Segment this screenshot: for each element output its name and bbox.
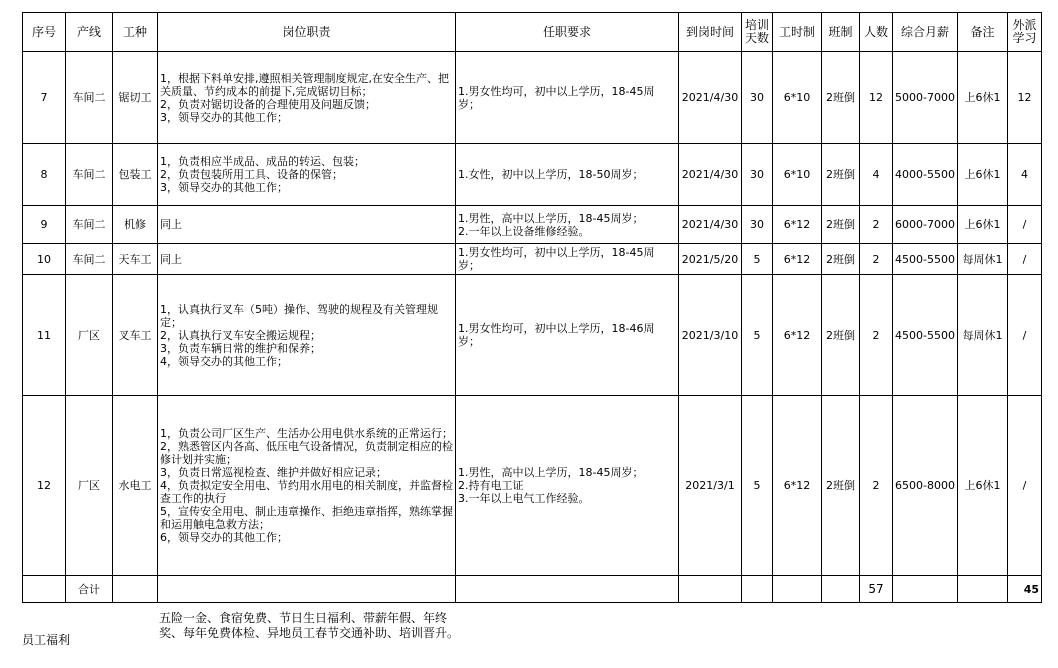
cell-abroad: / (1008, 396, 1042, 576)
table-row (23, 144, 1042, 206)
cell-no: 9 (23, 206, 66, 244)
duties-line: 2，熟悉管区内各高、低压电气设备情况，负责制定相应的检修计划并实施； (160, 440, 453, 466)
cell-type: 水电工 (113, 396, 158, 576)
cell-date: 2021/4/30 (679, 144, 742, 206)
welfare-text: 五险一金、食宿免费、节日生日福利、带薪年假、年终奖、每年免费体检、异地员工春节交通补助、培训晋升。 (159, 611, 460, 640)
duties-line: 1，认真执行叉车（5吨）操作、驾驶的规程及有关管理规定； (160, 302, 438, 329)
cell-requirements (456, 275, 679, 396)
cell-shift: 2班倒 (822, 206, 860, 244)
header-row (23, 13, 1042, 52)
table-row (23, 244, 1042, 275)
requirements-line: 1.男性，高中以上学历，18-45周岁； (458, 211, 644, 225)
cell-count: 2 (860, 206, 893, 244)
cell-salary: 4500-5500 (893, 275, 958, 396)
cell-note: 上6休1 (958, 52, 1008, 144)
cell-date: 2021/3/1 (679, 396, 742, 576)
total-empty-cell (679, 576, 742, 603)
cell-training: 30 (742, 206, 773, 244)
header-abroad: 外派学习 (1008, 13, 1042, 52)
total-count: 57 (860, 576, 893, 603)
table-row (23, 396, 1042, 576)
total-empty-cell (742, 576, 773, 603)
cell-count: 2 (860, 244, 893, 275)
cell-type: 机修 (113, 206, 158, 244)
duties-line: 3，负责日常巡视检查、维护并做好相应记录； (160, 466, 387, 479)
total-empty-cell (773, 576, 822, 603)
cell-date: 2021/4/30 (679, 52, 742, 144)
header-type: 工种 (113, 13, 158, 52)
cell-hours: 6*12 (773, 275, 822, 396)
cell-training: 30 (742, 52, 773, 144)
cell-no: 8 (23, 144, 66, 206)
header-note: 备注 (958, 13, 1008, 52)
duties-line: 3，负责车辆日常的维护和保养； (160, 341, 321, 355)
cell-salary: 5000-7000 (893, 52, 958, 144)
cell-salary: 4000-5500 (893, 144, 958, 206)
cell-line: 车间二 (66, 244, 113, 275)
cell-type: 包装工 (113, 144, 158, 206)
cell-duties (158, 206, 456, 244)
duties-line: 1，负责相应半成品、成品的转运、包装； (160, 155, 365, 168)
cell-training: 5 (742, 396, 773, 576)
cell-shift: 2班倒 (822, 275, 860, 396)
cell-hours: 6*12 (773, 396, 822, 576)
cell-training: 5 (742, 244, 773, 275)
header-no: 序号 (23, 13, 66, 52)
cell-line: 车间二 (66, 206, 113, 244)
header-duties: 岗位职责 (158, 13, 456, 52)
total-empty-cell (23, 576, 66, 603)
cell-no: 11 (23, 275, 66, 396)
cell-note: 上6休1 (958, 144, 1008, 206)
cell-shift: 2班倒 (822, 144, 860, 206)
cell-salary: 6000-7000 (893, 206, 958, 244)
cell-requirements (456, 52, 679, 144)
cell-hours: 6*12 (773, 244, 822, 275)
header-count: 人数 (860, 13, 893, 52)
total-empty-cell (893, 576, 958, 603)
requirements-line: 2.持有电工证 (458, 479, 524, 492)
cell-type: 天车工 (113, 244, 158, 275)
cell-shift: 2班倒 (822, 396, 860, 576)
requirements-line: 1.男女性均可，初中以上学历，18-46周岁； (458, 322, 655, 348)
cell-shift: 2班倒 (822, 244, 860, 275)
header-hours: 工时制 (773, 13, 822, 52)
cell-count: 12 (860, 52, 893, 144)
cell-date: 2021/4/30 (679, 206, 742, 244)
cell-duties (158, 396, 456, 576)
cell-count: 2 (860, 275, 893, 396)
cell-line: 厂区 (66, 396, 113, 576)
cell-salary: 4500-5500 (893, 244, 958, 275)
table-row (23, 52, 1042, 144)
cell-hours: 6*12 (773, 206, 822, 244)
cell-line: 车间二 (66, 52, 113, 144)
recruitment-table (22, 12, 1042, 603)
duties-line: 3，领导交办的其他工作； (160, 110, 288, 124)
cell-requirements (456, 244, 679, 275)
duties-line: 2，负责包装所用工具、设备的保管； (160, 168, 343, 181)
cell-duties (158, 144, 456, 206)
cell-type: 锯切工 (113, 52, 158, 144)
duties-line: 3，领导交办的其他工作； (160, 181, 288, 194)
requirements-line: 2.一年以上设备维修经验。 (458, 224, 590, 238)
requirements-line: 1.男女性均可，初中以上学历，18-45周岁； (458, 84, 655, 111)
cell-training: 5 (742, 275, 773, 396)
duties-line: 4，领导交办的其他工作； (160, 354, 288, 368)
header-shift: 班制 (822, 13, 860, 52)
cell-requirements (456, 144, 679, 206)
cell-abroad: / (1008, 206, 1042, 244)
duties-line: 同上 (160, 218, 182, 231)
requirements-line: 1.男性，高中以上学历，18-45周岁； (458, 466, 644, 479)
duties-line: 1，负责公司厂区生产、生活办公用电供水系统的正常运行； (160, 427, 453, 440)
total-abroad: 45 (1008, 576, 1042, 603)
cell-abroad: 4 (1008, 144, 1042, 206)
cell-training: 30 (742, 144, 773, 206)
cell-date: 2021/3/10 (679, 275, 742, 396)
cell-salary: 6500-8000 (893, 396, 958, 576)
requirements-line: 3.一年以上电气工作经验。 (458, 492, 590, 505)
table-row (23, 275, 1042, 396)
header-salary: 综合月薪 (893, 13, 958, 52)
cell-no: 12 (23, 396, 66, 576)
cell-duties (158, 244, 456, 275)
welfare-label: 员工福利 (22, 633, 71, 647)
cell-shift: 2班倒 (822, 52, 860, 144)
total-label: 合计 (66, 576, 113, 603)
total-empty-cell (822, 576, 860, 603)
duties-line: 1，根据下料单安排,遵照相关管理制度规定,在安全生产、把关质量、节约成本的前提下,完成锯切目标； (160, 71, 449, 98)
cell-note: 上6休1 (958, 396, 1008, 576)
total-row (23, 576, 1042, 603)
total-empty-cell (958, 576, 1008, 603)
duties-line: 6，领导交办的其他工作； (160, 531, 288, 544)
requirements-line: 1.男女性均可，初中以上学历，18-45周岁； (458, 246, 655, 272)
header-line: 产线 (66, 13, 113, 52)
cell-no: 10 (23, 244, 66, 275)
duties-line: 5，宣传安全用电、制止违章操作、拒绝违章指挥，熟练掌握和运用触电急救方法； (160, 505, 453, 531)
header-date: 到岗时间 (679, 13, 742, 52)
cell-abroad: 12 (1008, 52, 1042, 144)
total-empty-cell (456, 576, 679, 603)
cell-requirements (456, 206, 679, 244)
cell-line: 厂区 (66, 275, 113, 396)
cell-type: 叉车工 (113, 275, 158, 396)
cell-count: 2 (860, 396, 893, 576)
cell-requirements (456, 396, 679, 576)
requirements-line: 1.女性，初中以上学历，18-50周岁； (458, 168, 644, 181)
cell-abroad: / (1008, 275, 1042, 396)
cell-hours: 6*10 (773, 144, 822, 206)
duties-line: 2，负责对锯切设备的合理使用及问题反馈； (160, 97, 376, 111)
cell-no: 7 (23, 52, 66, 144)
header-training: 培训天数 (742, 13, 773, 52)
total-empty-cell (158, 576, 456, 603)
cell-duties (158, 52, 456, 144)
cell-note: 每周休1 (958, 275, 1008, 396)
duties-line: 4，负责拟定安全用电、节约用水用电的相关制度，并监督检查工作的执行 (160, 479, 453, 505)
header-requirements: 任职要求 (456, 13, 679, 52)
cell-note: 每周休1 (958, 244, 1008, 275)
cell-line: 车间二 (66, 144, 113, 206)
cell-hours: 6*10 (773, 52, 822, 144)
duties-line: 同上 (160, 252, 182, 266)
cell-date: 2021/5/20 (679, 244, 742, 275)
cell-count: 4 (860, 144, 893, 206)
table-row (23, 206, 1042, 244)
cell-duties (158, 275, 456, 396)
cell-abroad: / (1008, 244, 1042, 275)
duties-line: 2，认真执行叉车安全搬运规程； (160, 328, 321, 342)
total-empty-cell (113, 576, 158, 603)
cell-note: 上6休1 (958, 206, 1008, 244)
